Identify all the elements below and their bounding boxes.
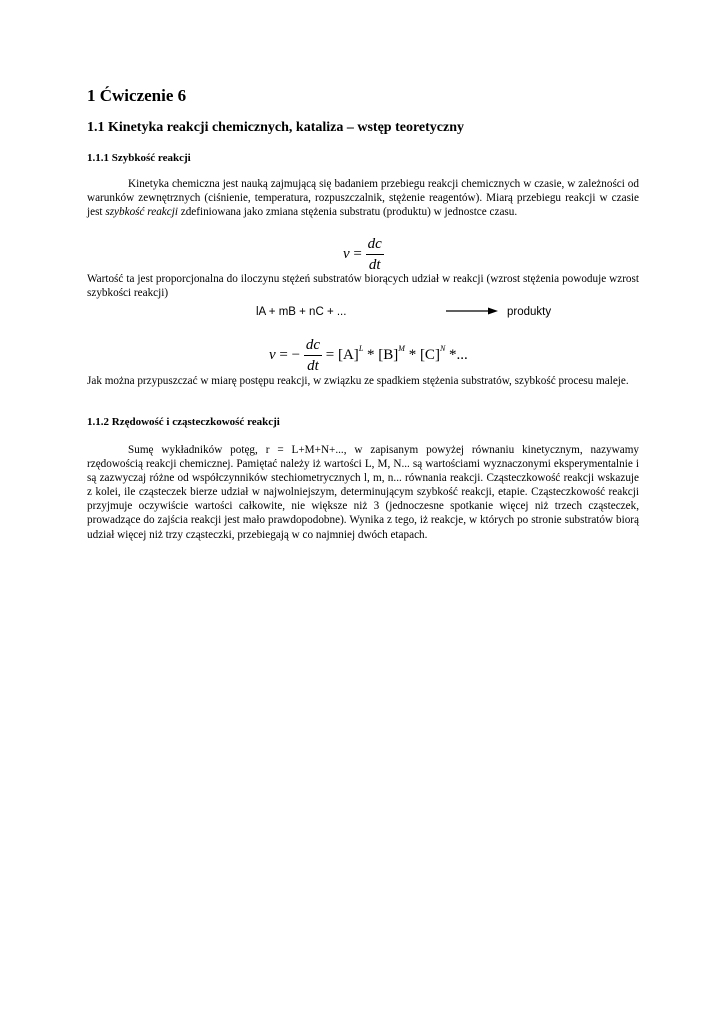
reaction-products: produkty <box>507 306 552 318</box>
rate-definition-formula <box>343 234 384 275</box>
paragraph-rate-decrease: Jak można przypuszczać w miarę postępu reakcji, w związku ze spadkiem stężenia substratów, szybkość procesu maleje. <box>87 375 629 387</box>
reaction-arrow-icon <box>446 305 498 317</box>
paragraph-kinetics-intro <box>87 177 639 219</box>
paragraph-proportionality: Wartość ta jest proporcjonalna do iloczynu stężeń substratów biorących udział w reakcji (wzrost stężenia powoduje wzrost szybkości reakcji) <box>87 273 639 300</box>
exponent-m: M <box>398 343 405 353</box>
exponent-n: N <box>439 343 446 353</box>
emphasis-reaction-rate: szybkość reakcji <box>105 206 178 219</box>
paragraph-text: zdefiniowana jako zmiana stężenia substratu (produktu) w jednostce czasu. <box>177 206 518 219</box>
derivative-fraction <box>366 234 384 275</box>
reaction-substrates: lA + mB + nC + ... <box>256 306 347 318</box>
exponent-l: L <box>358 343 364 353</box>
multiply-sign: * <box>404 346 417 363</box>
paragraph-order-molecularity: Sumę wykładników potęg, r = L+M+N+..., w zapisanym powyżej równaniu kinetycznym, nazywamy rzędowością reakcji chemicznej. Pamiętać należy iż wartości L, M, N... są wartościami wyznaczonymi eksperymentalnie i są zazwyczaj różne od współczynników stechiometrycznych l, m, n... równania reakcji. Cząsteczkowość reakcji wskazuje z kolei, ile cząsteczek bierze udział w najwolniejszym, determinującym szybkość reakcji, etapie. Cząsteczkowość reakcji przyjmuje oczywiście wartości całkowite, nie większe niż 3 (jednoczesne spotkanie więcej niż trzech cząsteczek, prowadzące do zajścia reakcji jest mało prawdopodobne). Wynika z tego, iż reakcje, w których po stronie substratów biorą udział więcej niż trzy cząsteczki, przebiegają w co najmniej dwóch etapach. <box>87 444 639 541</box>
multiply-sign: * <box>363 346 375 363</box>
rate-law-formula <box>269 335 468 376</box>
fraction-numerator: dc <box>304 335 322 356</box>
formula-equals: = <box>353 245 362 262</box>
formula-lhs: v <box>343 245 350 262</box>
chapter-heading: 1 Ćwiczenie 6 <box>87 86 187 105</box>
paragraph-text: Kinetyka chemiczna jest nauką zajmującą się badaniem przebiegu reakcji chemicznych w czasie, w zależności od warunków zewnętrznych (ciśnienie, temperatura, rozpuszczalnik, stężenie reagentów). Miarą przebiegu reakcji w czasie jest <box>87 178 639 219</box>
formula-equals: = <box>325 346 335 363</box>
section-heading: 1.1 Kinetyka reakcji chemicznych, kataliza – wstęp teoretyczny <box>87 120 465 135</box>
formula-equals-minus: = − <box>279 346 301 363</box>
fraction-denominator: dt <box>368 257 381 273</box>
fraction-numerator: dc <box>366 234 384 255</box>
formula-lhs: v <box>269 346 276 363</box>
fraction-denominator: dt <box>307 358 319 374</box>
concentration-a: [A] <box>337 346 359 363</box>
formula-ellipsis: *... <box>445 346 468 363</box>
concentration-c: [C] <box>419 346 440 363</box>
subsection-heading-order: 1.1.2 Rzędowość i cząsteczkowość reakcji <box>87 416 280 428</box>
concentration-b: [B] <box>378 346 399 363</box>
derivative-fraction <box>304 335 322 376</box>
subsection-heading-rate: 1.1.1 Szybkość reakcji <box>87 152 191 164</box>
